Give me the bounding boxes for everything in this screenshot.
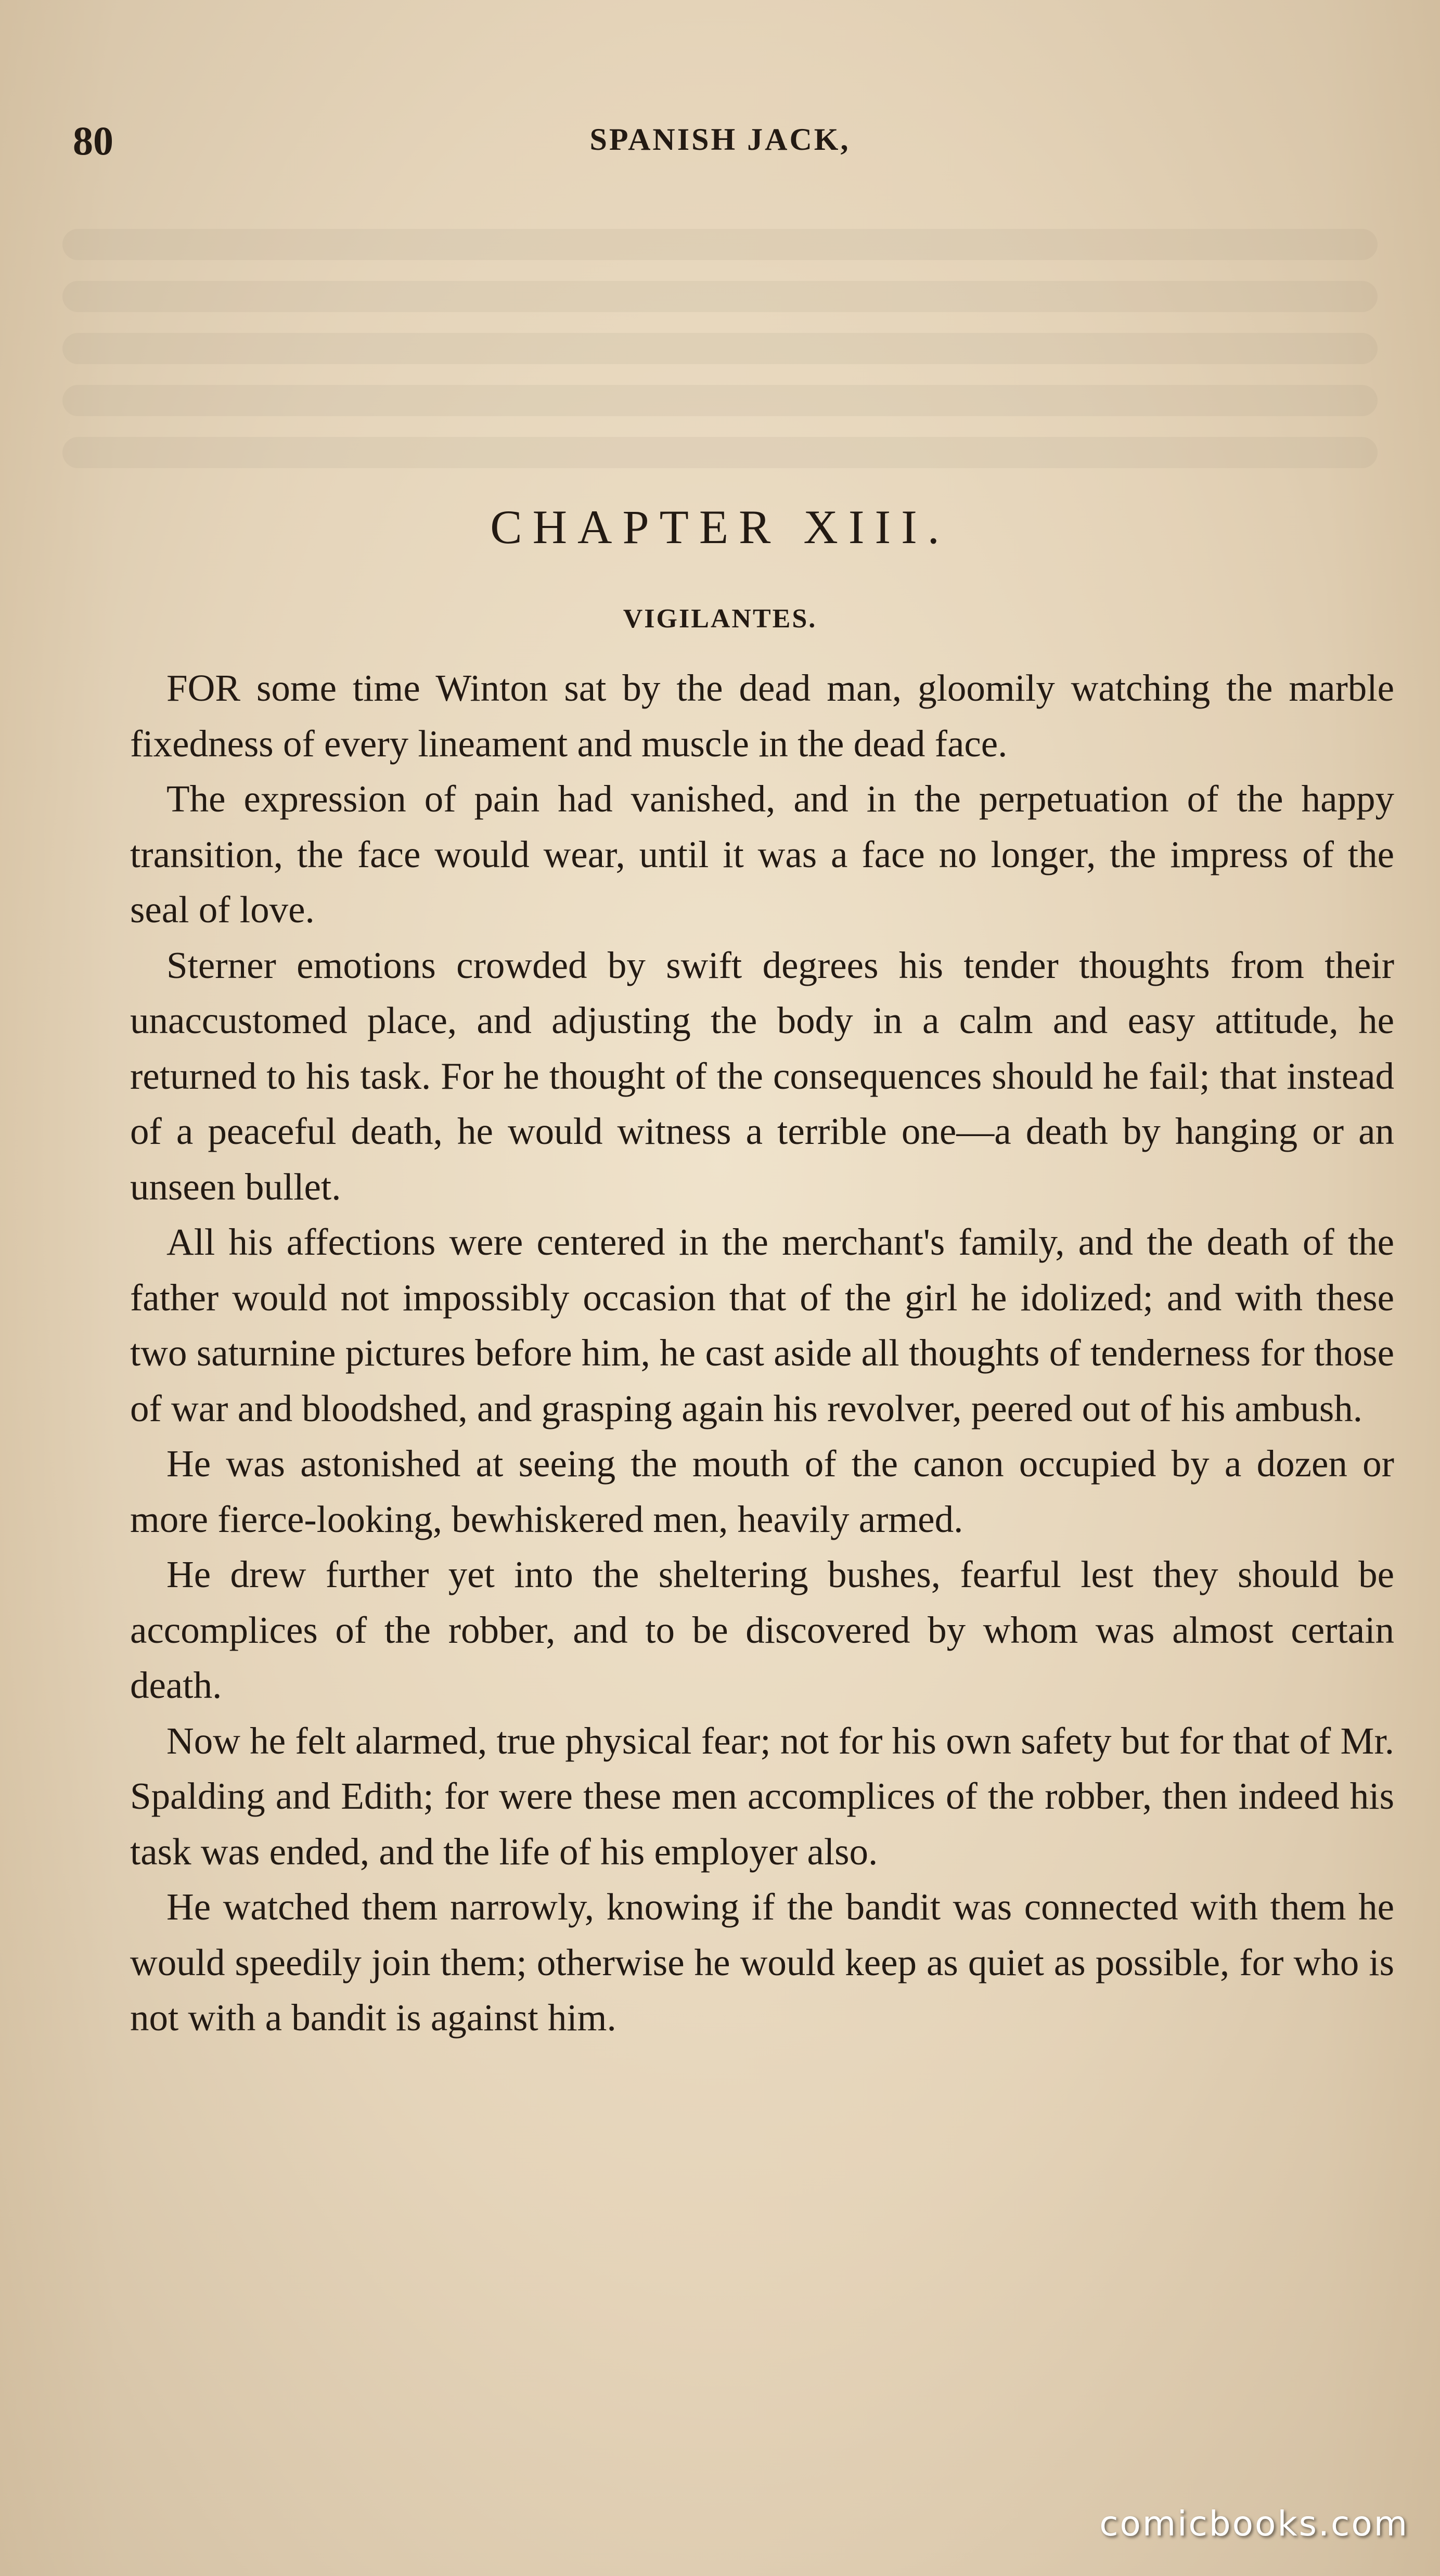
paragraph: He watched them narrowly, knowing if the bandit was connected with them he would speedily join them; otherwise he would keep as quiet as possible, for who is not with a bandit is against him. (130, 1886, 1394, 2039)
show-through-line (62, 229, 1378, 260)
chapter-subtitle: VIGILANTES. (623, 604, 817, 634)
show-through-line (62, 385, 1378, 416)
paragraph: FOR some time Winton sat by the dead man, gloomily watching the marble fixedness of every lineament and muscle in the dead face. (130, 667, 1394, 765)
running-head (73, 118, 1367, 164)
show-through-line (62, 333, 1378, 364)
chapter-title: CHAPTER XIII. (490, 500, 950, 553)
show-through-line (62, 437, 1378, 468)
running-title: SPANISH JACK, (589, 122, 851, 157)
paragraph: Sterner emotions crowded by swift degrees his tender thoughts from their unaccustomed place, and adjusting the body in a calm and easy attitude, he returned to his task. For he thought of the consequences should he fail; that instead of a peaceful death, he would witness a terrible one—a death by hanging or an unseen bullet. (130, 944, 1394, 1208)
paragraph: He was astonished at seeing the mouth of the canon occupied by a dozen or more fierce-looking, bewhiskered men, heavily armed. (130, 1442, 1394, 1540)
paragraph: All his affections were centered in the merchant's family, and the death of the father would not impossibly occasion that of the girl he idolized; and with these two saturnine pictures before him, he cast aside all thoughts of tenderness for those of war and bloodshed, and grasping again his revolver, peered out of his ambush. (130, 1221, 1394, 1429)
paragraph: He drew further yet into the sheltering bushes, fearful lest they should be accomplices of the robber, and to be discovered by whom was almost certain death. (130, 1553, 1394, 1706)
body-text (130, 661, 1394, 2046)
show-through-line (62, 281, 1378, 312)
page-number: 80 (73, 118, 113, 163)
paragraph: Now he felt alarmed, true physical fear; not for his own safety but for that of Mr. Spalding and Edith; for were these men accomplices of the robber, then indeed his task was ended, and the life of his employer also. (130, 1719, 1394, 1873)
paragraph: The expression of pain had vanished, and in the perpetuation of the happy transition, the face would wear, until it was a face no longer, the impress of the seal of love. (130, 778, 1394, 931)
watermark: comicbooks.com (1099, 2504, 1409, 2544)
